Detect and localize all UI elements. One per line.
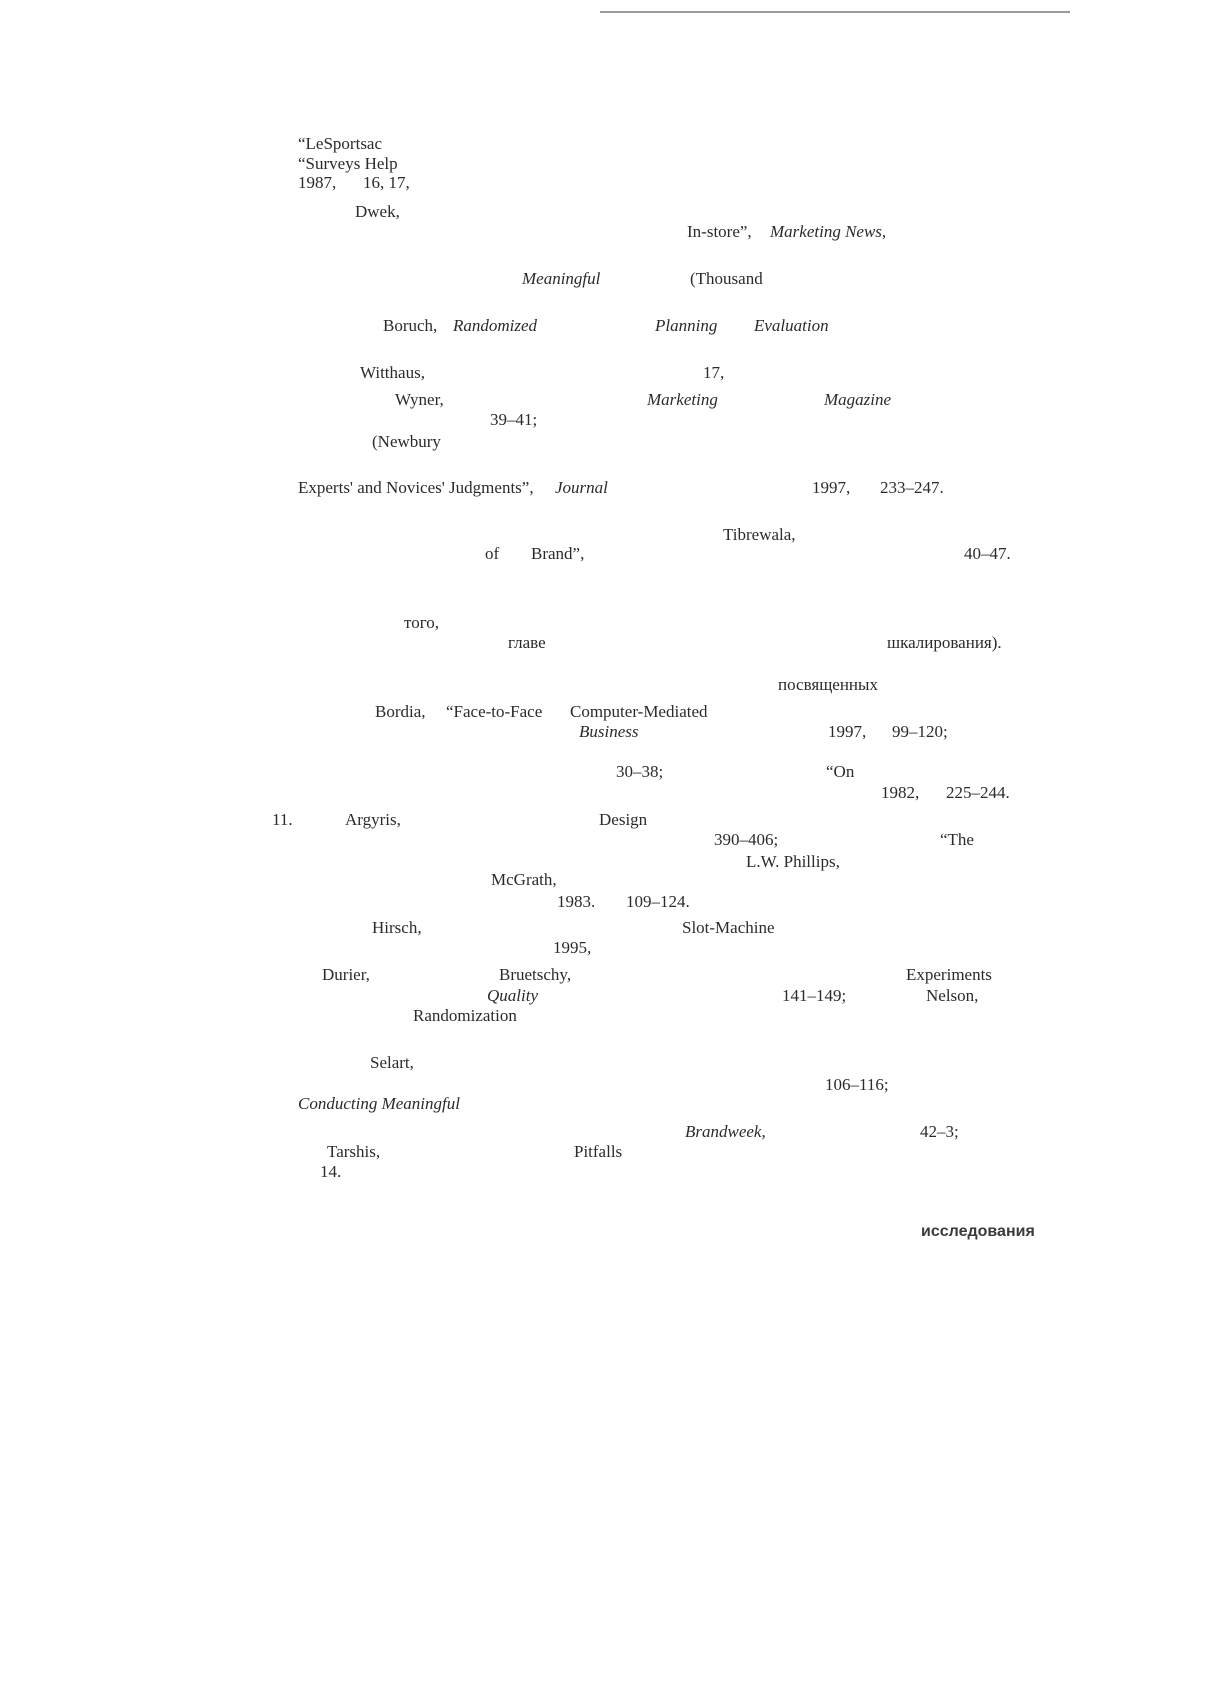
text-fragment: Magazine (824, 390, 892, 409)
text-fragment: 99–120; (892, 722, 948, 741)
text-fragment: Planning (655, 316, 718, 335)
text-fragment: In-store”, (687, 222, 752, 241)
text-fragment: Brand”, (531, 544, 585, 563)
text-fragment: шкалирования). (887, 633, 1002, 652)
text-fragment: Conducting Meaningful (298, 1094, 460, 1113)
text-fragment: Randomized (453, 316, 538, 335)
text-fragment: 141–149; (782, 986, 847, 1005)
text-fragment: Slot-Machine (682, 918, 775, 937)
text-fragment: 225–244. (946, 783, 1010, 802)
text-fragment: 1997, (828, 722, 867, 741)
text-fragment: Witthaus, (360, 363, 425, 382)
text-fragment: “Surveys Help (298, 154, 398, 173)
text-fragment: Selart, (370, 1053, 414, 1072)
text-fragment: (Newbury (372, 432, 441, 451)
text-fragment: 1987, (298, 173, 337, 192)
text-fragment: Experiments (906, 965, 992, 984)
text-fragment: (Thousand (690, 269, 763, 288)
text-fragment: 106–116; (825, 1075, 889, 1094)
text-fragment: “Face-to-Face (446, 702, 543, 721)
text-fragment: 233–247. (880, 478, 944, 497)
text-fragment: Marketing News, (770, 222, 887, 241)
text-fragment: 16, 17, (363, 173, 410, 192)
running-footer-title: исследования (921, 1223, 1035, 1240)
text-fragment: Hirsch, (372, 918, 422, 937)
text-fragment: 1982, (881, 783, 920, 802)
text-fragment: Evaluation (754, 316, 829, 335)
text-fragment: “LeSportsac (298, 134, 383, 153)
text-fragment: Argyris, (345, 810, 401, 829)
text-fragment: Business (579, 722, 639, 741)
text-fragment: 39–41; (490, 410, 538, 429)
text-fragment: 42–3; (920, 1122, 959, 1141)
text-fragment: Durier, (322, 965, 370, 984)
text-fragment: Experts' and Novices' Judgments”, (298, 478, 534, 497)
text-fragment: посвященных (778, 675, 878, 694)
text-fragment: McGrath, (491, 870, 557, 889)
text-fragment: 1983. (557, 892, 596, 911)
text-fragment: того, (404, 613, 440, 632)
text-fragment: 390–406; (714, 830, 779, 849)
text-fragment: Design (599, 810, 648, 829)
reference-number: 11. (272, 810, 293, 829)
text-fragment: 17, (703, 363, 725, 382)
text-fragment: Tarshis, (327, 1142, 381, 1161)
text-fragment: Journal (555, 478, 608, 497)
text-fragment: Pitfalls (574, 1142, 623, 1161)
text-fragment: “The (940, 830, 974, 849)
text-fragment: “On (826, 762, 855, 781)
text-fragment: главе (508, 633, 546, 652)
text-fragment: Computer-Mediated (570, 702, 708, 721)
text-fragment: 30–38; (616, 762, 664, 781)
text-fragment: Meaningful (522, 269, 601, 288)
top-rule (600, 11, 1070, 13)
text-fragment: L.W. Phillips, (746, 852, 840, 871)
text-fragment: 40–47. (964, 544, 1011, 563)
text-fragment: 1997, (812, 478, 851, 497)
text-fragment: Quality (487, 986, 538, 1005)
text-fragment: Dwek, (355, 202, 400, 221)
text-fragment: Tibrewala, (723, 525, 796, 544)
text-fragment: Boruch, (383, 316, 438, 335)
text-fragment: Nelson, (926, 986, 979, 1005)
text-fragment: of (485, 544, 500, 563)
text-fragment: Wyner, (395, 390, 444, 409)
text-fragment: Randomization (413, 1006, 517, 1025)
text-fragment: Bruetschy, (499, 965, 572, 984)
text-fragment: Brandweek, (685, 1122, 766, 1141)
text-fragment: 1995, (553, 938, 592, 957)
text-fragment: Marketing (647, 390, 718, 409)
text-fragment: 109–124. (626, 892, 690, 911)
text-fragment: Bordia, (375, 702, 426, 721)
text-fragment: 14. (320, 1162, 342, 1181)
